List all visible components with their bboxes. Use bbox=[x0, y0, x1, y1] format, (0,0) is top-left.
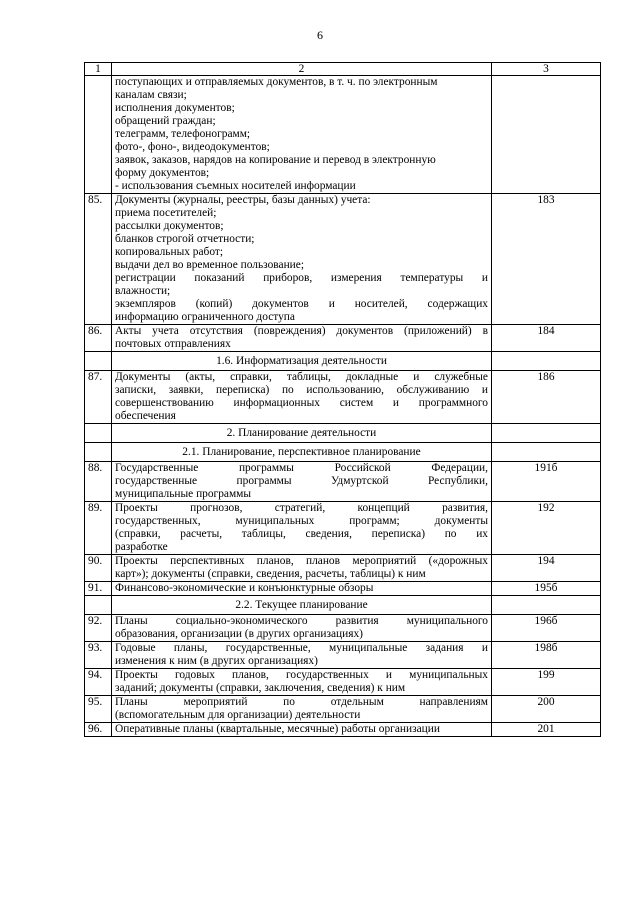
row-title bbox=[112, 462, 492, 502]
title-line: Государственные программы Российской Федерации, bbox=[115, 462, 488, 474]
table-row bbox=[85, 462, 601, 502]
row-code: 186 bbox=[492, 371, 601, 424]
table-row bbox=[85, 194, 601, 325]
section-title: 1.6. Информатизация деятельности bbox=[112, 352, 492, 371]
page-number: 6 bbox=[317, 28, 323, 42]
title-line: государственные программы Удмуртской Республики, bbox=[115, 475, 488, 487]
title-line: форму документов; bbox=[115, 167, 210, 179]
section-row bbox=[85, 424, 601, 443]
title-line: (справки, расчеты, таблицы, сведения, переписка) по их bbox=[115, 528, 488, 540]
title-line: регистрации показаний приборов, измерения температуры и bbox=[115, 272, 488, 284]
table-row bbox=[85, 669, 601, 696]
title-line: почтовых отправлениях bbox=[115, 338, 231, 350]
row-title bbox=[112, 194, 492, 325]
title-line: поступающих и отправляемых документов, в т. ч. по электронным bbox=[115, 76, 438, 88]
section-title: 2. Планирование деятельности bbox=[112, 424, 492, 443]
title-line: Проекты годовых планов, государственных и муниципальных bbox=[115, 669, 488, 681]
header-row bbox=[85, 63, 601, 76]
title-line: Документы (журналы, реестры, базы данных) учета: bbox=[115, 194, 371, 206]
section-code-cell bbox=[492, 596, 601, 615]
row-number: 88. bbox=[85, 462, 112, 502]
title-line: приема посетителей; bbox=[115, 207, 217, 219]
table-row bbox=[85, 371, 601, 424]
title-line: рассылки документов; bbox=[115, 220, 224, 232]
title-line: (вспомогательным для организации) деятельности bbox=[115, 709, 361, 721]
row-title bbox=[112, 502, 492, 555]
row-code: 195б bbox=[492, 582, 601, 596]
title-line: каналам связи; bbox=[115, 89, 187, 101]
title-line: заданий; документы (справки, заключения, сведения) к ним bbox=[115, 682, 406, 694]
section-number-cell bbox=[85, 352, 112, 371]
title-line: копировальных работ; bbox=[115, 246, 224, 258]
row-title bbox=[112, 642, 492, 669]
title-line: Оперативные планы (квартальные, месячные) работы организации bbox=[115, 723, 440, 735]
title-line: образования, организации (в других организациях) bbox=[115, 628, 363, 640]
section-row bbox=[85, 596, 601, 615]
row-number: 95. bbox=[85, 696, 112, 723]
header-cell-2: 2 bbox=[112, 63, 492, 76]
section-number-cell bbox=[85, 443, 112, 462]
title-line: Проекты перспективных планов, планов мероприятий («дорожных bbox=[115, 555, 488, 567]
section-code-cell bbox=[492, 443, 601, 462]
row-title bbox=[112, 555, 492, 582]
title-line: обращений граждан; bbox=[115, 115, 216, 127]
title-line: Планы мероприятий по отдельным направлениям bbox=[115, 696, 488, 708]
title-line: информацию ограниченного доступа bbox=[115, 311, 295, 323]
row-code: 183 bbox=[492, 194, 601, 325]
table-row bbox=[85, 615, 601, 642]
table-row bbox=[85, 555, 601, 582]
title-line: Документы (акты, справки, таблицы, докладные и служебные bbox=[115, 371, 488, 383]
title-line: - использования съемных носителей информации bbox=[115, 180, 356, 192]
row-title bbox=[112, 723, 492, 737]
title-line: исполнения документов; bbox=[115, 102, 235, 114]
row-code bbox=[492, 76, 601, 194]
title-line: бланков строгой отчетности; bbox=[115, 233, 255, 245]
title-line: фото-, фоно-, видеодокументов; bbox=[115, 141, 270, 153]
title-line: разработке bbox=[115, 541, 168, 553]
section-number-cell bbox=[85, 596, 112, 615]
title-line: выдачи дел во временное пользование; bbox=[115, 259, 304, 271]
row-number: 94. bbox=[85, 669, 112, 696]
title-line: Годовые планы, государственные, муниципальные задания и bbox=[115, 642, 488, 654]
title-line: государственных, муниципальных программ; документы bbox=[115, 515, 488, 527]
title-line: совершенствованию информационных систем и программного bbox=[115, 397, 488, 409]
row-number: 90. bbox=[85, 555, 112, 582]
row-code: 199 bbox=[492, 669, 601, 696]
row-number: 93. bbox=[85, 642, 112, 669]
row-title bbox=[112, 582, 492, 596]
row-code: 192 bbox=[492, 502, 601, 555]
row-title bbox=[112, 615, 492, 642]
table-row bbox=[85, 582, 601, 596]
row-code: 198б bbox=[492, 642, 601, 669]
row-number: 96. bbox=[85, 723, 112, 737]
section-code-cell bbox=[492, 352, 601, 371]
records-table bbox=[84, 62, 601, 737]
title-line: Финансово-экономические и конъюнктурные обзоры bbox=[115, 582, 374, 594]
header-cell-3: 3 bbox=[492, 63, 601, 76]
row-code: 184 bbox=[492, 325, 601, 352]
row-number: 86. bbox=[85, 325, 112, 352]
row-title bbox=[112, 371, 492, 424]
title-line: муниципальные программы bbox=[115, 488, 252, 500]
title-line: Проекты прогнозов, стратегий, концепций развития, bbox=[115, 502, 488, 514]
row-number: 89. bbox=[85, 502, 112, 555]
row-title bbox=[112, 325, 492, 352]
title-line: экземпляров (копий) документов и носителей, содержащих bbox=[115, 298, 488, 310]
table-row bbox=[85, 325, 601, 352]
section-title: 2.2. Текущее планирование bbox=[112, 596, 492, 615]
title-line: записки, заявки, переписка) по использованию, обслуживанию и bbox=[115, 384, 488, 396]
title-line: обеспечения bbox=[115, 410, 176, 422]
row-code: 196б bbox=[492, 615, 601, 642]
table-row bbox=[85, 696, 601, 723]
row-number bbox=[85, 76, 112, 194]
table-row bbox=[85, 642, 601, 669]
row-title bbox=[112, 696, 492, 723]
section-row bbox=[85, 352, 601, 371]
continuation-row bbox=[85, 76, 601, 194]
table-row bbox=[85, 502, 601, 555]
section-number-cell bbox=[85, 424, 112, 443]
row-code: 200 bbox=[492, 696, 601, 723]
row-title bbox=[112, 76, 492, 194]
title-line: карт»); документы (справки, сведения, расчеты, таблицы) к ним bbox=[115, 568, 426, 580]
row-number: 85. bbox=[85, 194, 112, 325]
title-line: Акты учета отсутствия (повреждения) документов (приложений) в bbox=[115, 325, 488, 337]
row-number: 91. bbox=[85, 582, 112, 596]
title-line: Планы социально-экономического развития муниципального bbox=[115, 615, 488, 627]
row-code: 201 bbox=[492, 723, 601, 737]
header-cell-1: 1 bbox=[85, 63, 112, 76]
title-line: влажности; bbox=[115, 285, 171, 297]
table-row bbox=[85, 723, 601, 737]
row-number: 87. bbox=[85, 371, 112, 424]
title-line: заявок, заказов, нарядов на копирование и перевод в электронную bbox=[115, 154, 436, 166]
row-code: 191б bbox=[492, 462, 601, 502]
row-number: 92. bbox=[85, 615, 112, 642]
title-line: телеграмм, телефонограмм; bbox=[115, 128, 251, 140]
row-code: 194 bbox=[492, 555, 601, 582]
row-title bbox=[112, 669, 492, 696]
section-title: 2.1. Планирование, перспективное планирование bbox=[112, 443, 492, 462]
section-row bbox=[85, 443, 601, 462]
section-code-cell bbox=[492, 424, 601, 443]
title-line: изменения к ним (в других организациях) bbox=[115, 655, 318, 667]
